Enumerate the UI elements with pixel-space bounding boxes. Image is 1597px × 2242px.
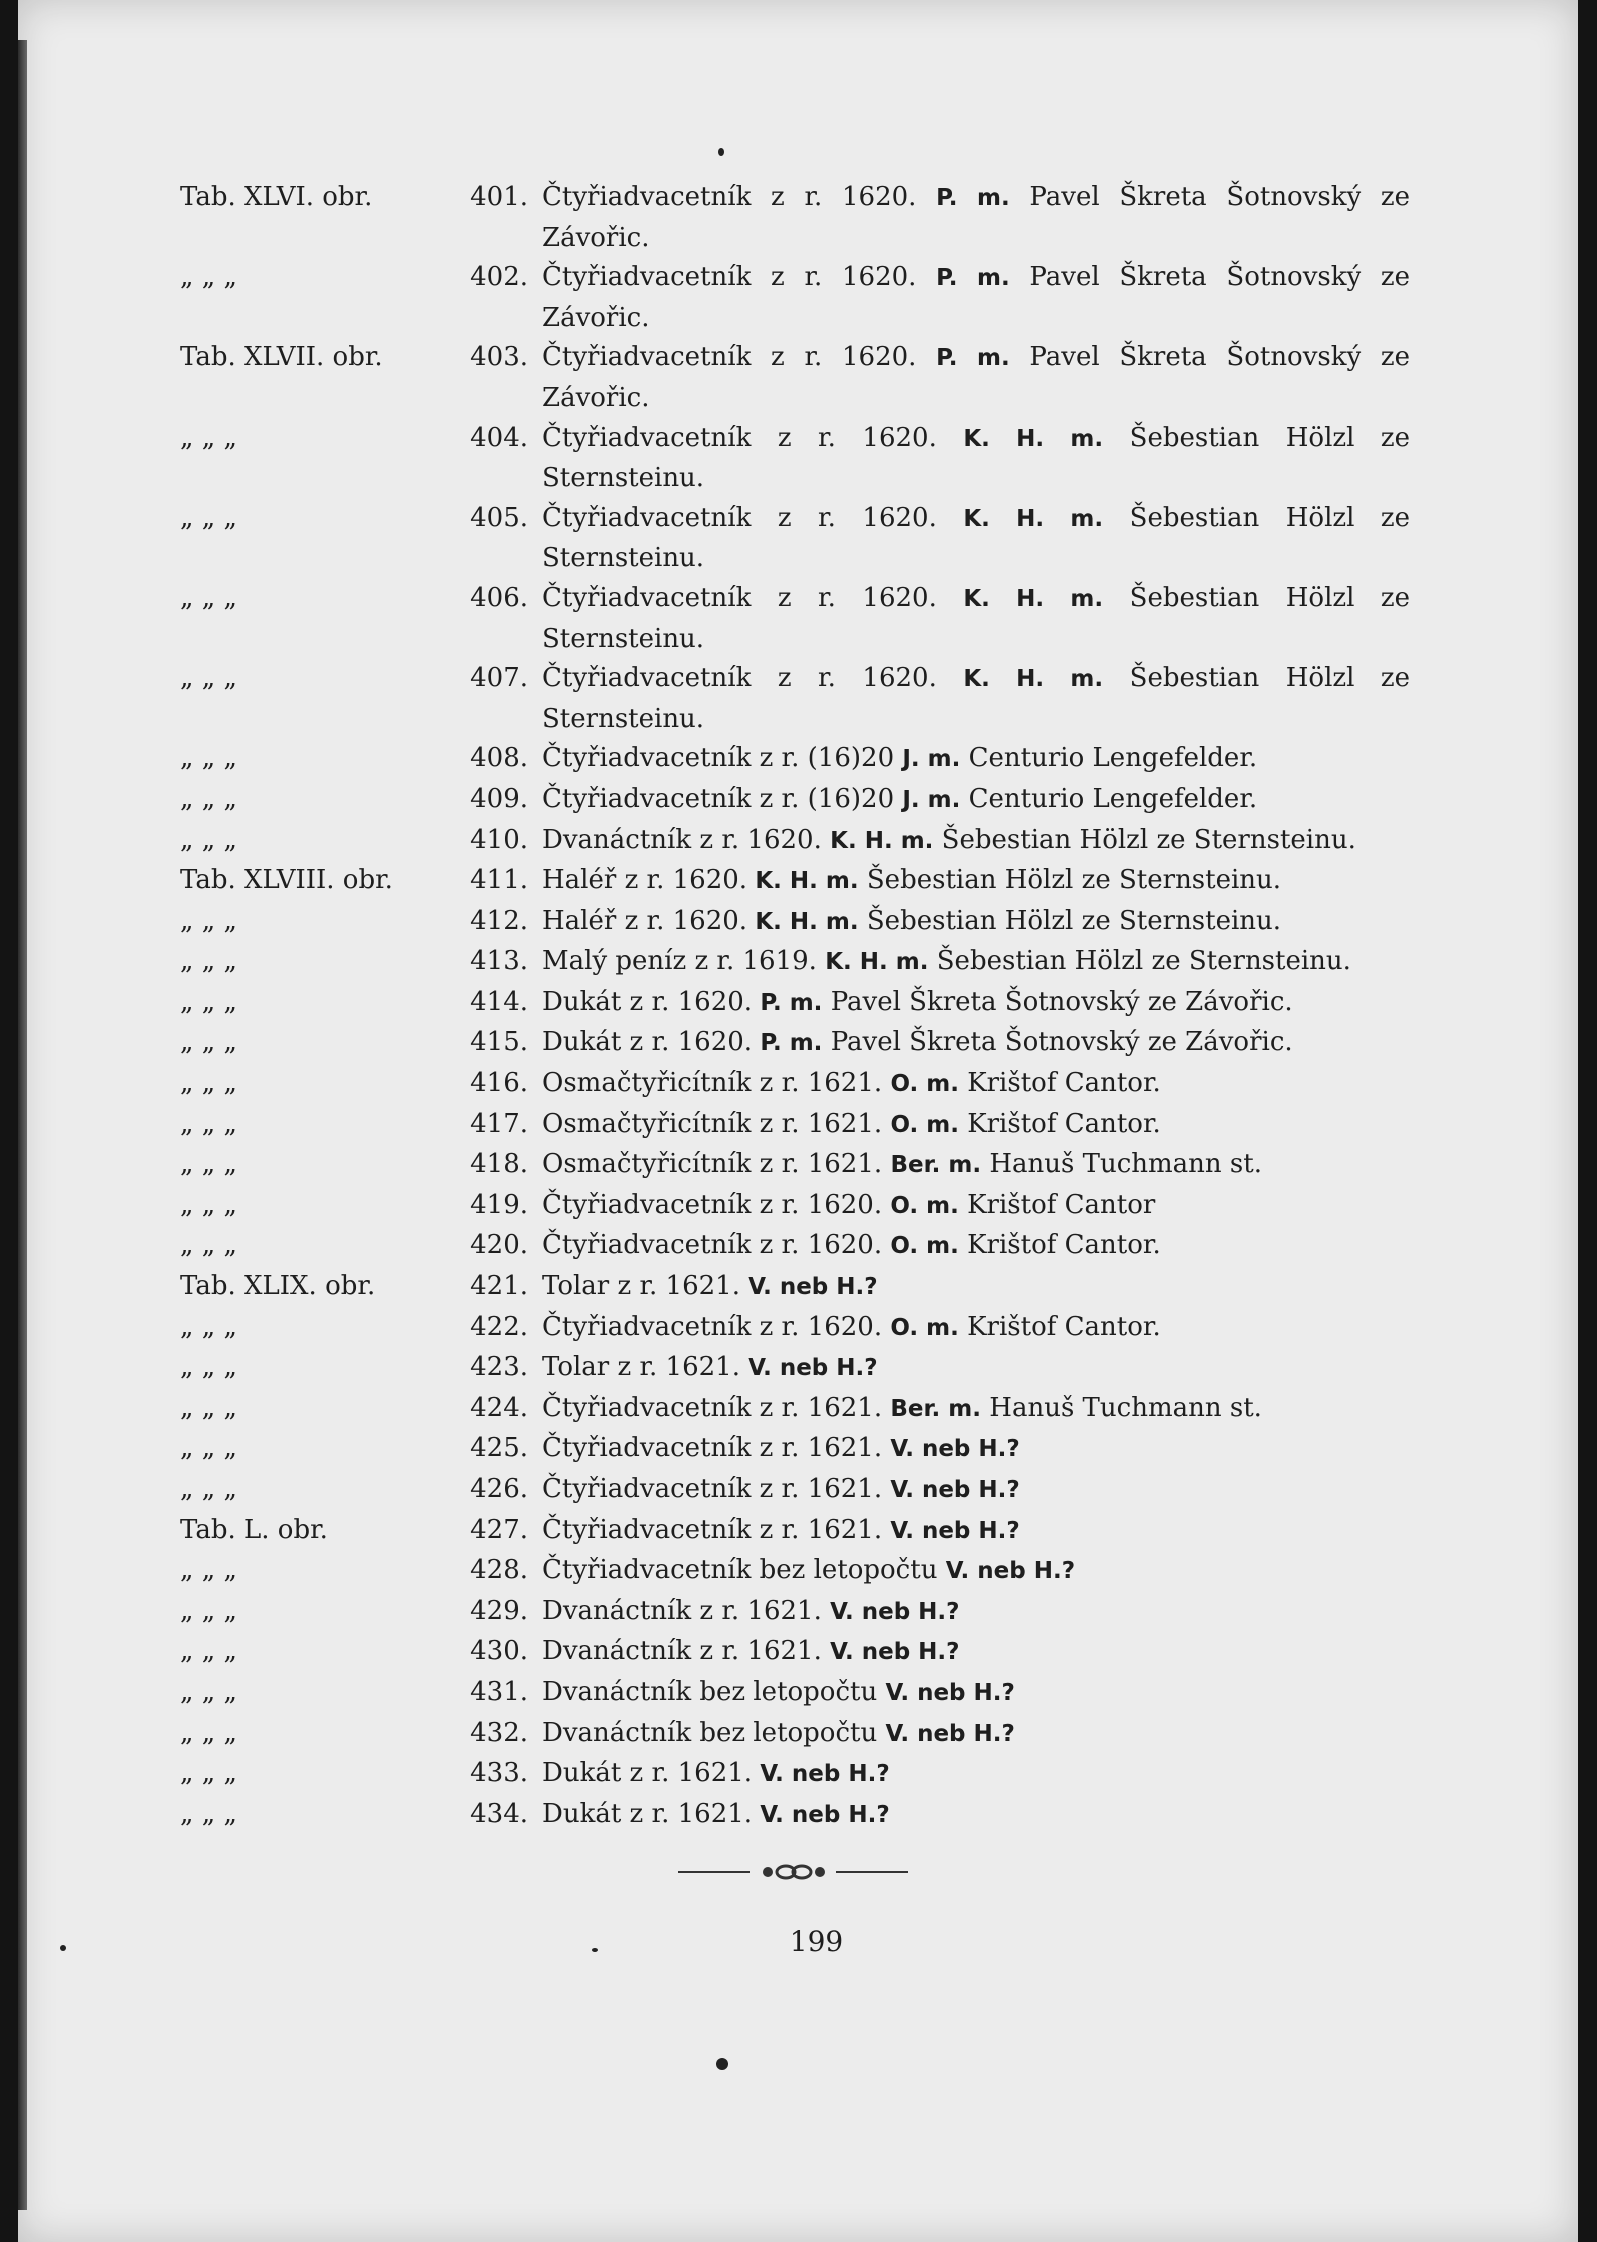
figure-number: 420. xyxy=(470,1230,528,1261)
coin-description xyxy=(542,902,1410,943)
figure-number: 422. xyxy=(470,1311,528,1342)
figure-number: 411. xyxy=(470,865,528,896)
plate-label: „ „ „ xyxy=(180,1595,237,1626)
figure-number: 416. xyxy=(470,1068,528,1099)
plate-reference xyxy=(180,338,542,378)
mint-master: Krištof Cantor. xyxy=(967,1311,1161,1342)
mint-mark: V. neb H.? xyxy=(748,1274,878,1301)
mint-mark: V. neb H.? xyxy=(748,1355,878,1382)
mint-master: Šebestian Hölzl ze Sternsteinu. xyxy=(542,502,1410,574)
mint-mark: O. m. xyxy=(890,1233,959,1260)
figure-number: 413. xyxy=(470,946,528,977)
plate-reference xyxy=(180,739,542,779)
coin-description xyxy=(542,983,1410,1024)
plate-reference xyxy=(180,1511,542,1551)
coin-type: Čtyřiadvacetník z r. 1621. xyxy=(542,1514,883,1545)
mint-master: Šebestian Hölzl ze Sternsteinu. xyxy=(941,824,1356,855)
plate-label: Tab. L. obr. xyxy=(180,1514,328,1545)
coin-description xyxy=(542,1226,1410,1267)
list-item xyxy=(180,1795,1410,1836)
figure-number: 414. xyxy=(470,986,528,1017)
mint-mark: Ber. m. xyxy=(890,1152,982,1179)
plate-reference xyxy=(180,1632,542,1672)
plate-reference xyxy=(180,1186,542,1226)
mint-master: Šebestian Hölzl ze Sternsteinu. xyxy=(542,422,1410,494)
coin-type: Malý peníz z r. 1619. xyxy=(542,946,817,977)
coin-description xyxy=(542,1754,1410,1795)
mint-master: Hanuš Tuchmann st. xyxy=(989,1392,1262,1423)
plate-label: „ „ „ xyxy=(180,1108,237,1139)
coin-type: Čtyřiadvacetník z r. 1620. xyxy=(542,1311,883,1342)
list-item xyxy=(180,1632,1410,1673)
figure-number: 434. xyxy=(470,1798,528,1829)
plate-reference xyxy=(180,942,542,982)
plate-reference xyxy=(180,258,542,298)
plate-reference xyxy=(180,1145,542,1185)
plate-reference xyxy=(180,1673,542,1713)
mint-master: Krištof Cantor. xyxy=(967,1068,1161,1099)
coin-description xyxy=(542,1145,1410,1186)
plate-reference xyxy=(180,1754,542,1794)
plate-label: Tab. XLIX. obr. xyxy=(180,1271,376,1302)
plate-reference xyxy=(180,1064,542,1104)
list-item xyxy=(180,902,1410,943)
mint-master: Krištof Cantor. xyxy=(967,1108,1161,1139)
coin-type: Čtyřiadvacetník bez letopočtu xyxy=(542,1555,938,1586)
ink-speck xyxy=(716,2058,728,2070)
list-item xyxy=(180,1592,1410,1633)
mint-mark: P. m. xyxy=(936,185,1010,211)
plate-label: „ „ „ xyxy=(180,262,237,293)
mint-mark: K. H. m. xyxy=(755,908,859,935)
list-item xyxy=(180,1754,1410,1795)
list-item xyxy=(180,1470,1410,1511)
mint-mark: K. H. m. xyxy=(830,827,934,854)
plate-label: „ „ „ xyxy=(180,946,237,977)
plate-label: „ „ „ xyxy=(180,1392,237,1423)
coin-description xyxy=(542,338,1410,418)
coin-type: Čtyřiadvacetník z r. 1620. xyxy=(542,422,937,453)
figure-number: 406. xyxy=(470,582,528,613)
mint-mark: O. m. xyxy=(890,1071,959,1098)
coin-description xyxy=(542,178,1410,258)
coin-type: Tolar z r. 1621. xyxy=(542,1352,740,1383)
coin-type: Dukát z r. 1620. xyxy=(542,986,753,1017)
plate-reference xyxy=(180,1348,542,1388)
mint-mark: V. neb H.? xyxy=(760,1801,890,1828)
plate-label: „ „ „ xyxy=(180,1189,237,1220)
figure-number: 403. xyxy=(470,342,528,373)
mint-master: Šebestian Hölzl ze Sternsteinu. xyxy=(542,663,1410,734)
coin-type: Čtyřiadvacetník z r. 1620. xyxy=(542,502,937,533)
figure-number: 432. xyxy=(470,1717,528,1748)
figure-number: 415. xyxy=(470,1027,528,1058)
plate-label: „ „ „ xyxy=(180,1433,237,1464)
plate-reference xyxy=(180,1470,542,1510)
plate-reference xyxy=(180,1105,542,1145)
mint-mark: P. m. xyxy=(936,345,1010,372)
ink-speck xyxy=(592,1948,598,1952)
plate-label: „ „ „ xyxy=(180,422,237,453)
list-item xyxy=(180,258,1410,338)
mint-master: Krištof Cantor. xyxy=(967,1230,1161,1261)
coin-type: Čtyřiadvacetník z r. 1620. xyxy=(542,1189,883,1220)
mint-master: Centurio Lengefelder. xyxy=(968,783,1258,814)
coin-description xyxy=(542,1511,1410,1552)
list-item xyxy=(180,659,1410,739)
figure-number: 408. xyxy=(470,743,528,774)
coin-type: Čtyřiadvacetník z r. 1620. xyxy=(542,342,917,373)
mint-mark: O. m. xyxy=(890,1111,959,1138)
coin-description xyxy=(542,659,1410,739)
coin-description xyxy=(542,1186,1410,1227)
list-item xyxy=(180,178,1410,258)
list-item xyxy=(180,1145,1410,1186)
figure-number: 417. xyxy=(470,1108,528,1139)
mint-mark: O. m. xyxy=(890,1192,959,1219)
list-item xyxy=(180,338,1410,418)
plate-label: „ „ „ xyxy=(180,986,237,1017)
coin-description xyxy=(542,419,1410,499)
plate-reference xyxy=(180,499,542,539)
mint-mark: V. neb H.? xyxy=(890,1477,1020,1503)
list-item xyxy=(180,1348,1410,1389)
coin-description xyxy=(542,1389,1410,1430)
plate-label: „ „ „ xyxy=(180,1798,237,1829)
plate-reference xyxy=(180,821,542,861)
plate-reference xyxy=(180,419,542,459)
mint-master: Šebestian Hölzl ze Sternsteinu. xyxy=(542,582,1410,654)
mint-master: Pavel Škreta Šotnovský ze Závořic. xyxy=(542,182,1410,253)
mint-mark: V. neb H.? xyxy=(890,1517,1020,1544)
plate-label: „ „ „ xyxy=(180,783,237,814)
coin-type: Čtyřiadvacetník z r. 1620. xyxy=(542,582,937,613)
ink-speck xyxy=(718,148,724,156)
figure-number: 401. xyxy=(470,182,528,212)
book-spine-edge xyxy=(18,40,27,2210)
figure-number: 418. xyxy=(470,1149,528,1180)
plate-reference xyxy=(180,1226,542,1266)
document-page xyxy=(18,0,1578,2242)
coin-description xyxy=(542,1795,1410,1836)
coin-type: Čtyřiadvacetník z r. 1620. xyxy=(542,262,917,293)
coin-description xyxy=(542,1023,1410,1064)
figure-number: 431. xyxy=(470,1676,528,1707)
mint-mark: V. neb H.? xyxy=(890,1436,1020,1463)
list-item xyxy=(180,1429,1410,1470)
coin-type: Haléř z r. 1620. xyxy=(542,865,748,896)
coin-type: Dvanáctník z r. 1621. xyxy=(542,1636,822,1667)
mint-mark: V. neb H.? xyxy=(885,1720,1015,1747)
coin-type: Čtyřiadvacetník z r. 1620. xyxy=(542,1230,883,1261)
list-item xyxy=(180,942,1410,983)
mint-mark: K. H. m. xyxy=(963,505,1104,532)
mint-master: Šebestian Hölzl ze Sternsteinu. xyxy=(936,946,1351,977)
plate-label: „ „ „ xyxy=(180,582,237,613)
coin-description xyxy=(542,1551,1410,1592)
list-item xyxy=(180,1105,1410,1146)
figure-number: 433. xyxy=(470,1758,528,1789)
plate-label: Tab. XLVI. obr. xyxy=(180,182,373,212)
figure-number: 402. xyxy=(470,262,528,293)
plate-reference xyxy=(180,1389,542,1429)
list-item xyxy=(180,1551,1410,1592)
figure-number: 410. xyxy=(470,824,528,855)
plate-reference xyxy=(180,1714,542,1754)
list-item xyxy=(180,861,1410,902)
coin-type: Dvanáctník z r. 1620. xyxy=(542,824,822,855)
list-item xyxy=(180,1389,1410,1430)
plate-reference xyxy=(180,861,542,901)
coin-type: Čtyřiadvacetník z r. (16)20 xyxy=(542,743,895,774)
coin-type: Čtyřiadvacetník z r. 1621. xyxy=(542,1474,883,1504)
mint-master: Pavel Škreta Šotnovský ze Závořic. xyxy=(542,342,1410,413)
coin-description xyxy=(542,861,1410,902)
mint-master: Krištof Cantor xyxy=(967,1189,1156,1220)
list-item xyxy=(180,1186,1410,1227)
coin-type: Osmačtyřicítník z r. 1621. xyxy=(542,1108,883,1139)
coin-type: Dukát z r. 1621. xyxy=(542,1758,753,1789)
coin-description xyxy=(542,1064,1410,1105)
plate-reference xyxy=(180,1023,542,1063)
mint-master: Šebestian Hölzl ze Sternsteinu. xyxy=(866,865,1282,896)
coin-description xyxy=(542,1105,1410,1146)
mint-master: Centurio Lengefelder. xyxy=(968,743,1258,774)
coin-type: Dukát z r. 1620. xyxy=(542,1027,753,1058)
plate-reference xyxy=(180,1551,542,1591)
coin-type: Čtyřiadvacetník z r. 1621. xyxy=(542,1433,883,1464)
list-item xyxy=(180,579,1410,659)
plate-label: „ „ „ xyxy=(180,1717,237,1748)
coin-type: Haléř z r. 1620. xyxy=(542,905,748,936)
plate-reference xyxy=(180,579,542,619)
list-item xyxy=(180,499,1410,579)
plate-label: „ „ „ xyxy=(180,1352,237,1383)
plate-label: „ „ „ xyxy=(180,1555,237,1586)
mint-mark: K. H. m. xyxy=(755,868,859,895)
coin-type: Osmačtyřicítník z r. 1621. xyxy=(542,1068,883,1099)
list-item xyxy=(180,419,1410,499)
coin-description xyxy=(542,780,1410,821)
coin-type: Dvanáctník z r. 1621. xyxy=(542,1595,822,1626)
coin-type: Osmačtyřicítník z r. 1621. xyxy=(542,1149,883,1180)
plate-label: Tab. XLVII. obr. xyxy=(180,342,383,373)
mint-mark: K. H. m. xyxy=(963,425,1104,452)
list-item xyxy=(180,1267,1410,1308)
plate-label: „ „ „ xyxy=(180,1149,237,1180)
plate-label: „ „ „ xyxy=(180,905,237,936)
coin-description xyxy=(542,1673,1410,1714)
plate-label: „ „ „ xyxy=(180,824,237,855)
list-item xyxy=(180,1023,1410,1064)
plate-reference xyxy=(180,1795,542,1835)
plate-label: „ „ „ xyxy=(180,1027,237,1058)
mint-mark: V. neb H.? xyxy=(885,1679,1015,1706)
mint-mark: K. H. m. xyxy=(963,585,1104,612)
figure-number: 425. xyxy=(470,1433,528,1464)
coin-type: Dukát z r. 1621. xyxy=(542,1798,753,1829)
plate-label: „ „ „ xyxy=(180,663,237,694)
coin-description xyxy=(542,1308,1410,1349)
plate-label: „ „ „ xyxy=(180,1758,237,1789)
mint-mark: K. H. m. xyxy=(825,949,929,976)
figure-number: 407. xyxy=(470,663,528,694)
mint-mark: J. m. xyxy=(902,746,961,773)
coin-type: Čtyřiadvacetník z r. 1620. xyxy=(542,663,937,694)
figure-number: 428. xyxy=(470,1555,528,1586)
plate-label: „ „ „ xyxy=(180,1230,237,1261)
plate-label: „ „ „ xyxy=(180,1676,237,1707)
plate-label: „ „ „ xyxy=(180,1311,237,1342)
mint-mark: P. m. xyxy=(936,265,1010,292)
coin-type: Tolar z r. 1621. xyxy=(542,1271,740,1302)
figure-number: 427. xyxy=(470,1514,528,1545)
figure-number: 409. xyxy=(470,783,528,814)
coin-list xyxy=(180,178,1410,1835)
plate-reference xyxy=(180,178,542,218)
coin-description xyxy=(542,1632,1410,1673)
figure-number: 424. xyxy=(470,1392,528,1423)
mint-master: Pavel Škreta Šotnovský ze Závořic. xyxy=(830,986,1293,1017)
list-item xyxy=(180,1064,1410,1105)
mint-master: Hanuš Tuchmann st. xyxy=(989,1149,1262,1180)
mint-mark: V. neb H.? xyxy=(830,1598,960,1625)
plate-label: „ „ „ xyxy=(180,1474,237,1504)
page-number: 199 xyxy=(789,1925,844,1958)
coin-description xyxy=(542,821,1410,862)
mint-master: Pavel Škreta Šotnovský ze Závořic. xyxy=(542,262,1410,333)
figure-number: 429. xyxy=(470,1595,528,1626)
coin-type: Čtyřiadvacetník z r. 1621. xyxy=(542,1392,883,1423)
figure-number: 430. xyxy=(470,1636,528,1667)
figure-number: 405. xyxy=(470,502,528,533)
plate-reference xyxy=(180,1308,542,1348)
coin-description xyxy=(542,942,1410,983)
list-item xyxy=(180,739,1410,780)
mint-mark: V. neb H.? xyxy=(945,1558,1076,1585)
coin-description xyxy=(542,258,1410,338)
mint-mark: K. H. m. xyxy=(963,666,1104,693)
coin-type: Dvanáctník bez letopočtu xyxy=(542,1676,878,1707)
list-item xyxy=(180,1714,1410,1755)
coin-description xyxy=(542,1714,1410,1755)
figure-number: 421. xyxy=(470,1271,528,1302)
ink-speck xyxy=(60,1945,66,1951)
coin-description xyxy=(542,1429,1410,1470)
list-item xyxy=(180,983,1410,1024)
mint-mark: P. m. xyxy=(760,1030,823,1057)
list-item xyxy=(180,1226,1410,1267)
plate-label: „ „ „ xyxy=(180,502,237,533)
plate-label: Tab. XLVIII. obr. xyxy=(180,865,393,896)
mint-mark: V. neb H.? xyxy=(760,1761,890,1788)
coin-type: Čtyřiadvacetník z r. (16)20 xyxy=(542,783,895,814)
plate-reference xyxy=(180,659,542,699)
mint-master: Šebestian Hölzl ze Sternsteinu. xyxy=(866,905,1282,936)
ornament-divider-icon xyxy=(678,1860,908,1884)
coin-description xyxy=(542,499,1410,579)
mint-mark: P. m. xyxy=(760,989,823,1016)
plate-label: „ „ „ xyxy=(180,1636,237,1667)
mint-master: Pavel Škreta Šotnovský ze Závořic. xyxy=(830,1027,1293,1058)
figure-number: 419. xyxy=(470,1189,528,1220)
list-item xyxy=(180,1308,1410,1349)
plate-label: „ „ „ xyxy=(180,743,237,774)
plate-reference xyxy=(180,1429,542,1469)
coin-description xyxy=(542,739,1410,780)
figure-number: 423. xyxy=(470,1352,528,1383)
coin-description xyxy=(542,579,1410,659)
plate-reference xyxy=(180,983,542,1023)
plate-reference xyxy=(180,902,542,942)
figure-number: 412. xyxy=(470,905,528,936)
mint-mark: O. m. xyxy=(890,1314,959,1341)
mint-mark: J. m. xyxy=(902,786,961,813)
list-item xyxy=(180,821,1410,862)
plate-reference xyxy=(180,780,542,820)
list-item xyxy=(180,1511,1410,1552)
list-item xyxy=(180,780,1410,821)
plate-reference xyxy=(180,1267,542,1307)
coin-description xyxy=(542,1348,1410,1389)
coin-type: Čtyřiadvacetník z r. 1620. xyxy=(542,182,917,212)
mint-mark: Ber. m. xyxy=(890,1395,982,1422)
figure-number: 404. xyxy=(470,422,528,453)
mint-mark: V. neb H.? xyxy=(830,1639,960,1666)
coin-type: Dvanáctník bez letopočtu xyxy=(542,1717,878,1748)
list-item xyxy=(180,1673,1410,1714)
plate-label: „ „ „ xyxy=(180,1068,237,1099)
coin-description xyxy=(542,1267,1410,1308)
figure-number: 426. xyxy=(470,1474,528,1504)
coin-description xyxy=(542,1592,1410,1633)
plate-reference xyxy=(180,1592,542,1632)
coin-description xyxy=(542,1470,1410,1511)
